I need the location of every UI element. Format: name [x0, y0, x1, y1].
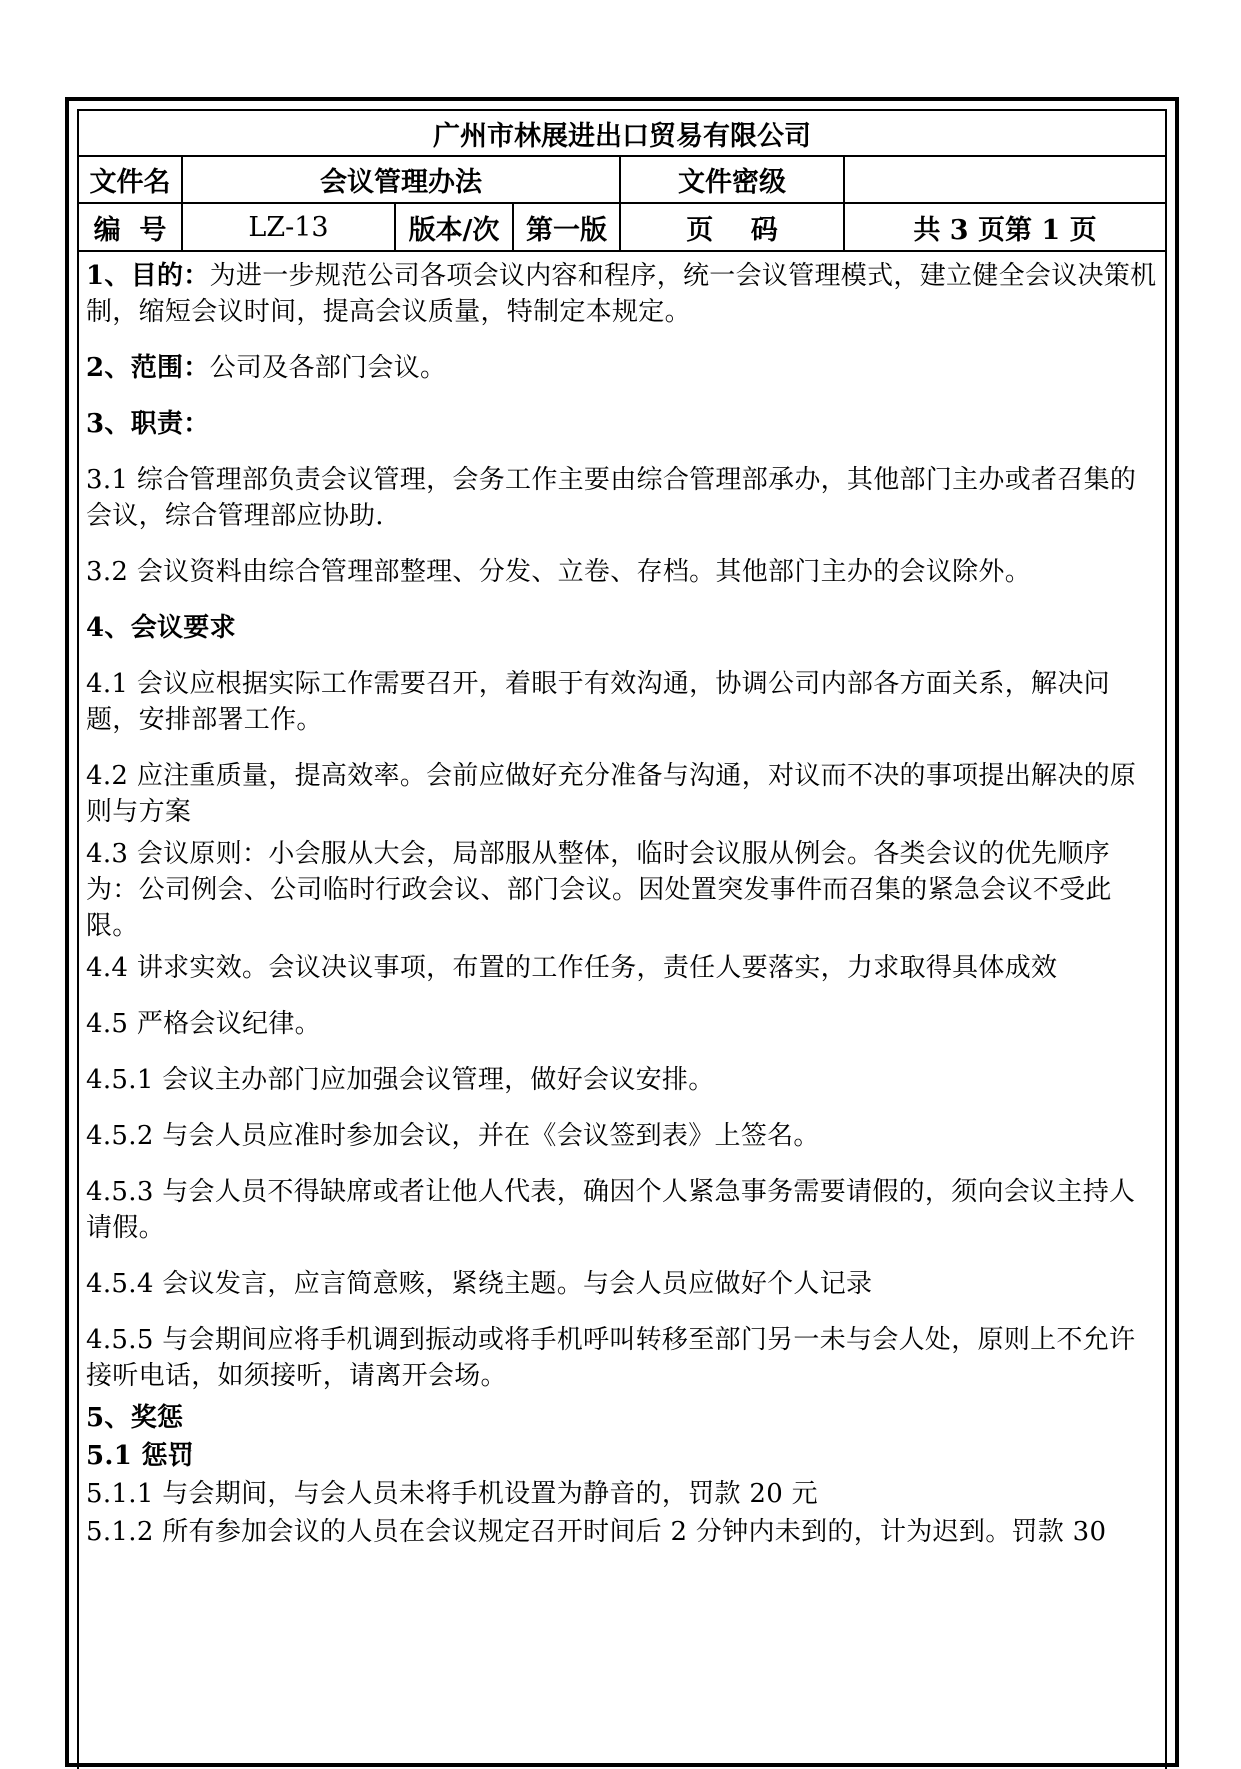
- clause-4-5-1: 4.5.1 会议主办部门应加强会议管理，做好会议安排。: [86, 1065, 715, 1095]
- section-2: [86, 350, 1161, 386]
- section-2-text: 公司及各部门会议。: [209, 353, 447, 383]
- section-3-title: 3、职责：: [86, 409, 210, 439]
- document-inner-border: [77, 109, 1167, 1769]
- clause-4-5-5: 4.5.5 与会期间应将手机调到振动或将手机呼叫转移至部门另一未与会人处，原则上不允许接听电话，如须接听，请离开会场。: [86, 1325, 1136, 1391]
- code-label: 编 号: [79, 203, 182, 251]
- clause-5-1-2: 5.1.2 所有参加会议的人员在会议规定召开时间后 2 分钟内未到的，计为迟到。罚款 30: [86, 1517, 1107, 1547]
- clause-4-2: 4.2 应注重质量，提高效率。会前应做好充分准备与沟通，对议而不决的事项提出解决的原则与方案: [86, 761, 1137, 827]
- document-header-table: [79, 111, 1165, 252]
- clause-5-1-1: 5.1.1 与会期间，与会人员未将手机设置为静音的，罚款 20 元: [86, 1479, 818, 1509]
- section-1-text: 为进一步规范公司各项会议内容和程序，统一会议管理模式，建立健全会议决策机制，缩短会议时间，提高会议质量，特制定本规定。: [86, 261, 1157, 327]
- page-value: 共 3 页第 1 页: [844, 203, 1165, 251]
- doc-name-value: 会议管理办法: [182, 156, 620, 203]
- clause-3-1: 3.1 综合管理部负责会议管理，会务工作主要由综合管理部承办，其他部门主办或者召集的会议，综合管理部应协助.: [86, 465, 1137, 531]
- doc-name-label: 文件名: [79, 156, 182, 203]
- document-frame: [65, 97, 1179, 1767]
- code-value: LZ-13: [182, 203, 395, 251]
- secrecy-label: 文件密级: [620, 156, 844, 203]
- clause-5-1-title: 5.1 惩罚: [86, 1441, 195, 1471]
- clause-4-5-3: 4.5.3 与会人员不得缺席或者让他人代表，确因个人紧急事务需要请假的，须向会议主持人请假。: [86, 1177, 1136, 1243]
- document-body: [79, 252, 1165, 1550]
- section-2-title: 2、范围：: [86, 353, 210, 383]
- version-label: 版本/次: [395, 203, 513, 251]
- clause-4-3: 4.3 会议原则：小会服从大会，局部服从整体，临时会议服从例会。各类会议的优先顺序为：公司例会、公司临时行政会议、部门会议。因处置突发事件而召集的紧急会议不受此限。: [86, 839, 1112, 941]
- clause-4-5: 4.5 严格会议纪律。: [86, 1009, 321, 1039]
- section-4-title: 4、会议要求: [86, 613, 236, 643]
- page-label: 页 码: [620, 203, 844, 251]
- clause-3-2: 3.2 会议资料由综合管理部整理、分发、立卷、存档。其他部门主办的会议除外。: [86, 557, 1032, 587]
- secrecy-value: [844, 156, 1165, 203]
- clause-4-5-4: 4.5.4 会议发言，应言简意赅，紧绕主题。与会人员应做好个人记录: [86, 1269, 873, 1299]
- section-1: [86, 258, 1161, 330]
- company-name: 广州市林展进出口贸易有限公司: [79, 111, 1165, 156]
- clause-4-4: 4.4 讲求实效。会议决议事项，布置的工作任务，责任人要落实，力求取得具体成效: [86, 953, 1058, 983]
- section-1-title: 1、目的：: [86, 261, 210, 291]
- clause-4-1: 4.1 会议应根据实际工作需要召开，着眼于有效沟通，协调公司内部各方面关系，解决问题，安排部署工作。: [86, 669, 1110, 735]
- section-5-title: 5、奖惩: [86, 1403, 184, 1433]
- version-value: 第一版: [513, 203, 620, 251]
- clause-4-5-2: 4.5.2 与会人员应准时参加会议，并在《会议签到表》上签名。: [86, 1121, 820, 1151]
